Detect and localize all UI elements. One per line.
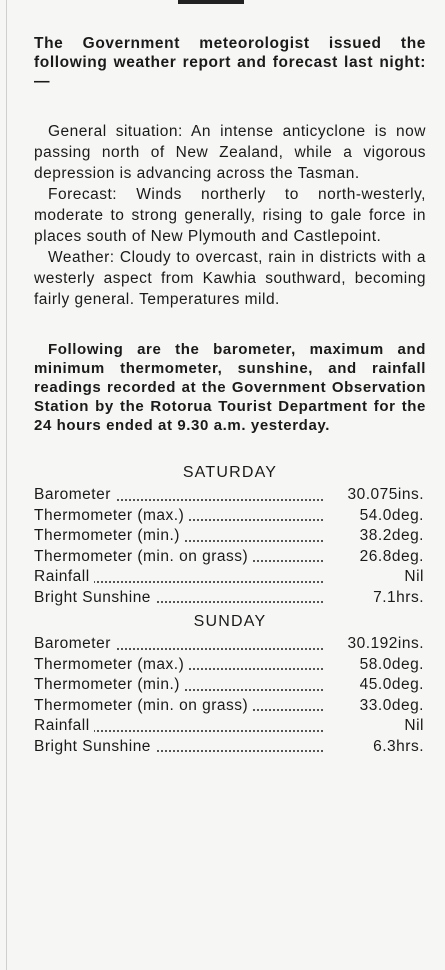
reading-label: Thermometer (min. on grass) — [34, 547, 323, 568]
forecast-paragraph: Forecast: Winds northerly to north-westerly, moderate to strong generally, rising to gale force in places south of New Plymouth and Castlepoint. — [34, 186, 426, 245]
reading-row — [34, 506, 424, 527]
reading-row — [34, 655, 424, 676]
readings-table — [34, 634, 424, 757]
reading-value: Nil — [404, 717, 424, 734]
day-section-sunday — [34, 612, 426, 757]
reading-value: 6.3hrs. — [373, 737, 424, 755]
reading-row — [34, 547, 424, 568]
reading-value: 26.8deg. — [359, 547, 424, 565]
column-divider — [6, 0, 7, 970]
reading-value: 7.1hrs. — [373, 588, 424, 606]
reading-value: Nil — [404, 568, 424, 585]
reading-label: Thermometer (min. on grass) — [34, 696, 323, 717]
weather-paragraph: Weather: Cloudy to overcast, rain in districts with a westerly aspect from Kawhia southward, becoming fairly general. Temperatures mild. — [34, 249, 426, 308]
reading-value: 30.075ins. — [347, 486, 424, 503]
report-intro: The Government meteorologist issued the following weather report and forecast last night:— — [34, 35, 426, 90]
reading-row — [34, 716, 424, 737]
reading-label: Thermometer (min.) — [34, 675, 323, 696]
reading-label: Thermometer (max.) — [34, 506, 323, 527]
reading-row — [34, 588, 424, 609]
reading-label: Rainfall — [34, 567, 323, 588]
reading-value: 33.0deg. — [359, 696, 424, 714]
readings-table — [34, 485, 424, 608]
reading-label: Bright Sunshine — [34, 588, 323, 609]
reading-row — [34, 737, 424, 758]
day-section-saturday — [34, 463, 426, 608]
reading-label: Thermometer (min.) — [34, 526, 323, 547]
day-heading: SUNDAY — [193, 613, 267, 630]
reading-value: 38.2deg. — [359, 527, 424, 544]
general-situation-paragraph: General situation: An intense anticyclone is now passing north of New Zealand, while a vigorous depression is advancing across the Tasman. — [34, 123, 426, 182]
reading-label: Thermometer (max.) — [34, 655, 323, 676]
reading-row — [34, 696, 424, 717]
reading-row — [34, 526, 424, 547]
reading-row — [34, 567, 424, 588]
observation-intro: Following are the barometer, maximum and minimum thermometer, sunshine, and rainfall readings recorded at the Government Observation Station by the Rotorua Tourist Department for the 24 hours ended at 9.30 a.m. yesterday. — [34, 341, 426, 434]
reading-row — [34, 675, 424, 696]
day-heading: SATURDAY — [182, 464, 278, 481]
reading-row — [34, 634, 424, 655]
reading-value: 45.0deg. — [359, 676, 424, 693]
reading-label: Bright Sunshine — [34, 737, 323, 758]
reading-row — [34, 485, 424, 506]
reading-value: 58.0deg. — [359, 655, 424, 673]
reading-value: 30.192ins. — [347, 635, 424, 652]
reading-label: Barometer — [34, 634, 323, 655]
reading-label: Rainfall — [34, 716, 323, 737]
column-top-rule — [178, 0, 244, 4]
weather-report-article — [34, 34, 426, 761]
reading-value: 54.0deg. — [359, 506, 424, 524]
reading-label: Barometer — [34, 485, 323, 506]
